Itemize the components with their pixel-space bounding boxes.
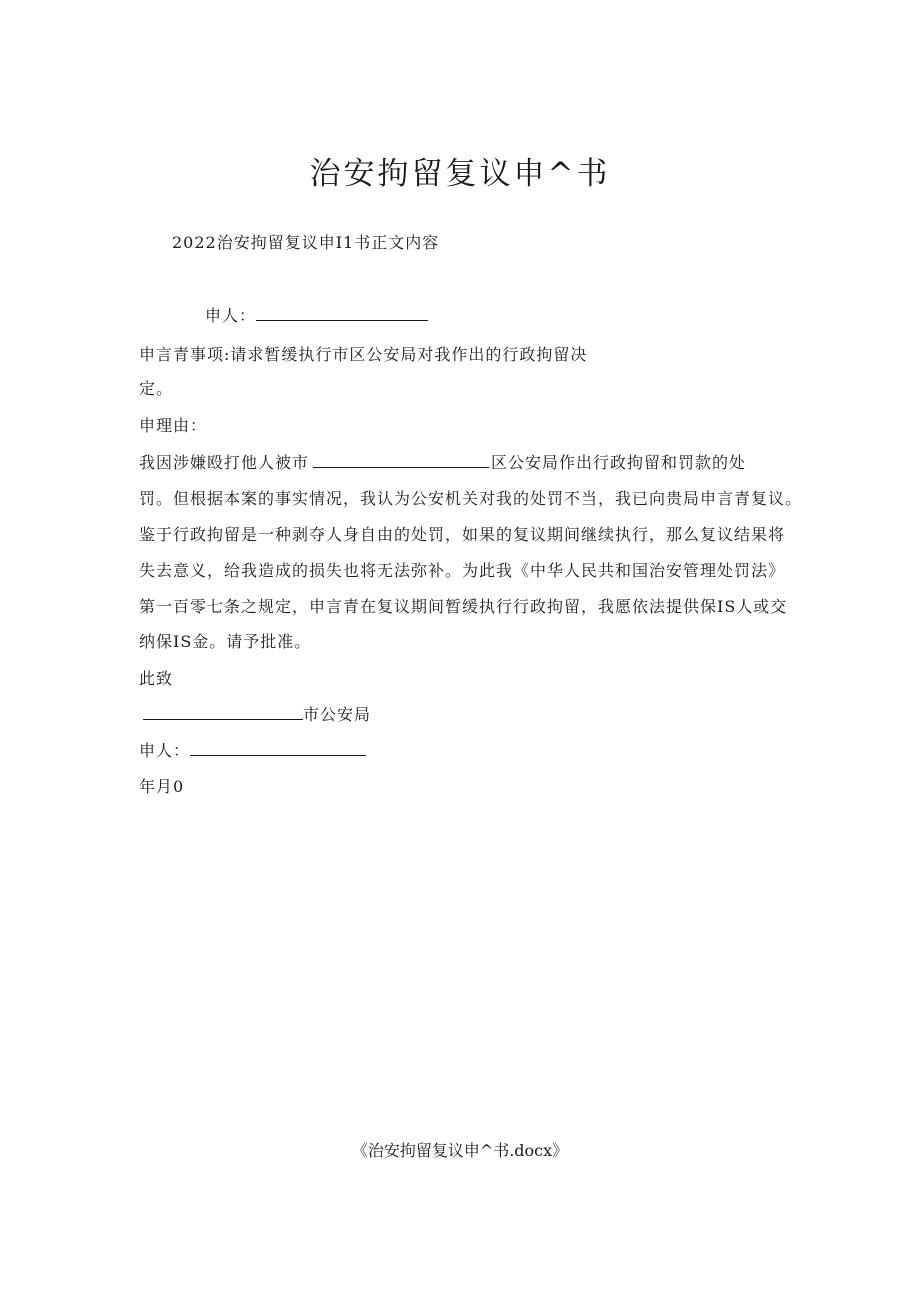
document-title: 治安拘留复议申^书 [309,156,611,192]
signature-label: 申人： [139,741,191,760]
reason-paragraph-line-4: 失去意义，给我造成的损失也将无法弥补。为此我《中华人民共和国治安管理处罚法》 [139,561,786,580]
document-footer: 《治安拘留复议申^书.docx》 [351,1141,569,1160]
reason-paragraph-line-2: 罚。但根据本案的事实情况，我认为公安机关对我的处罚不当，我已向贵局申言青复议。 [139,489,803,508]
signature-blank [190,741,366,756]
reason-p1-start: 我因涉嫌殴打他人被市 [139,453,310,472]
applicant-line [205,303,428,326]
recipient-line [143,702,371,725]
reason-label: 申理由： [139,416,208,435]
reason-paragraph-line-1 [139,450,746,473]
reason-paragraph-line-6: 纳保IS金。请予批准。 [139,632,312,651]
request-line-1: 申言青事项:请求暂缓执行市区公安局对我作出的行政拘留决 [139,345,588,364]
district-blank [313,453,489,468]
document-subtitle: 2022治安拘留复议申I1书正文内容 [172,233,440,252]
recipient-suffix: 市公安局 [303,705,372,724]
applicant-label: 申人： [205,306,257,325]
closing: 此致 [139,669,174,688]
date-line: 年月0 [139,777,185,796]
request-line-2: 定。 [139,379,174,398]
reason-paragraph-line-5: 第一百零七条之规定，申言青在复议期间暂缓执行行政拘留，我愿依法提供保IS人或交 [139,597,788,616]
signature-line [139,738,366,761]
city-blank [143,705,303,720]
applicant-blank [256,306,428,321]
reason-paragraph-line-3: 鉴于行政拘留是一种剥夺人身自由的处罚，如果的复议期间继续执行，那么复议结果将 [139,525,786,544]
reason-p1-end: 区公安局作出行政拘留和罚款的处 [491,453,747,472]
